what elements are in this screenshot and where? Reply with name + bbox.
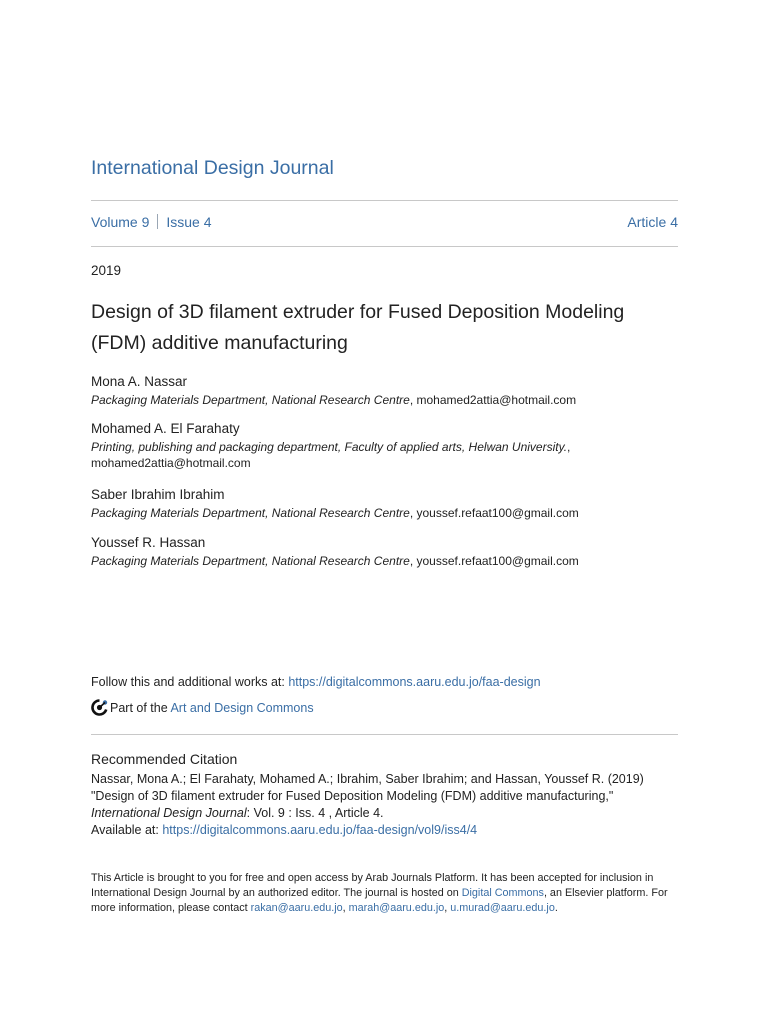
publication-year: 2019 xyxy=(91,263,122,278)
article-title: Design of 3D filament extruder for Fused Deposition Modeling (FDM) additive manufacturing xyxy=(91,301,625,354)
footer-end: . xyxy=(554,902,558,914)
author-block xyxy=(91,420,678,471)
follow-url-link[interactable]: https://digitalcommons.aaru.edu.jo/faa-design xyxy=(288,675,541,689)
citation-journal: International Design Journal xyxy=(91,806,247,820)
citation-text xyxy=(91,771,678,839)
affiliation-text: Printing, publishing and packaging department, Faculty of applied arts, Helwan University. xyxy=(91,440,568,454)
footer-separator: , xyxy=(444,902,451,914)
part-of-line xyxy=(91,699,314,716)
author-email: youssef.refaat100@gmail.com xyxy=(416,554,579,568)
author-name: Saber Ibrahim Ibrahim xyxy=(91,487,225,502)
divider xyxy=(91,246,678,247)
affiliation-text: Packaging Materials Department, National Research Centre xyxy=(91,554,410,568)
divider xyxy=(91,200,678,201)
author-name: Youssef R. Hassan xyxy=(91,535,206,550)
available-label: Available at: xyxy=(91,823,163,837)
comma: , xyxy=(409,393,417,407)
follow-label: Follow this and additional works at: xyxy=(91,675,289,689)
article-link[interactable]: Article 4 xyxy=(627,214,678,230)
affiliation-text: Packaging Materials Department, National Research Centre xyxy=(91,393,410,407)
author-affiliation xyxy=(91,505,678,521)
citation-available xyxy=(91,822,678,839)
footer-text: , an Elsevier platform. For more information, please contact xyxy=(91,887,668,914)
contact-email-link[interactable]: marah@aaru.edu.jo xyxy=(348,902,445,914)
comma: , xyxy=(409,506,417,520)
author-affiliation xyxy=(91,553,678,569)
contact-email-link[interactable]: u.murad@aaru.edu.jo xyxy=(450,902,555,914)
digital-commons-link[interactable]: Digital Commons xyxy=(461,887,544,899)
footer-separator: , xyxy=(342,902,349,914)
citation-volume: : Vol. 9 : Iss. 4 , Article 4. xyxy=(246,806,384,820)
volume-issue xyxy=(91,214,212,230)
comma: , xyxy=(409,554,417,568)
affiliation-text: Packaging Materials Department, National Research Centre xyxy=(91,506,410,520)
author-block xyxy=(91,373,678,408)
citation-title: "Design of 3D filament extruder for Fused Deposition Modeling (FDM) additive manufacturing," xyxy=(91,789,614,803)
contact-email-link[interactable]: rakan@aaru.edu.jo xyxy=(250,902,343,914)
citation-source xyxy=(91,805,678,822)
art-design-commons-link[interactable]: Art and Design Commons xyxy=(170,701,314,715)
citation-authors: Nassar, Mona A.; El Farahaty, Mohamed A.; Ibrahim, Saber Ibrahim; and Hassan, Youssef R. (2019) xyxy=(91,772,644,786)
recommended-citation-heading: Recommended Citation xyxy=(91,751,238,767)
author-name: Mohamed A. El Farahaty xyxy=(91,421,240,436)
journal-name-link[interactable]: International Design Journal xyxy=(91,157,334,179)
separator xyxy=(157,214,158,229)
author-block xyxy=(91,486,678,521)
author-email: youssef.refaat100@gmail.com xyxy=(416,506,579,520)
footer-text: This Article is brought to you for free and open access by Arab Journals Platform. It has been accepted for inclusion in International Design Journal by an authorized editor. The journal is hosted on xyxy=(91,872,654,899)
author-affiliation xyxy=(91,392,678,408)
available-url-link[interactable]: https://digitalcommons.aaru.edu.jo/faa-design/vol9/iss4/4 xyxy=(162,823,478,837)
comma: , xyxy=(567,440,571,454)
author-block xyxy=(91,534,678,569)
author-name: Mona A. Nassar xyxy=(91,374,188,389)
follow-line xyxy=(91,675,541,689)
author-email: mohamed2attia@hotmail.com xyxy=(91,456,251,470)
footer-notice xyxy=(91,871,678,916)
part-of-label: Part of the xyxy=(110,701,171,715)
volume-link[interactable]: Volume 9 xyxy=(91,214,150,230)
divider xyxy=(91,734,678,735)
issue-link[interactable]: Issue 4 xyxy=(166,214,212,230)
author-affiliation xyxy=(91,439,678,471)
author-email: mohamed2attia@hotmail.com xyxy=(416,393,577,407)
commons-network-icon xyxy=(91,699,108,716)
